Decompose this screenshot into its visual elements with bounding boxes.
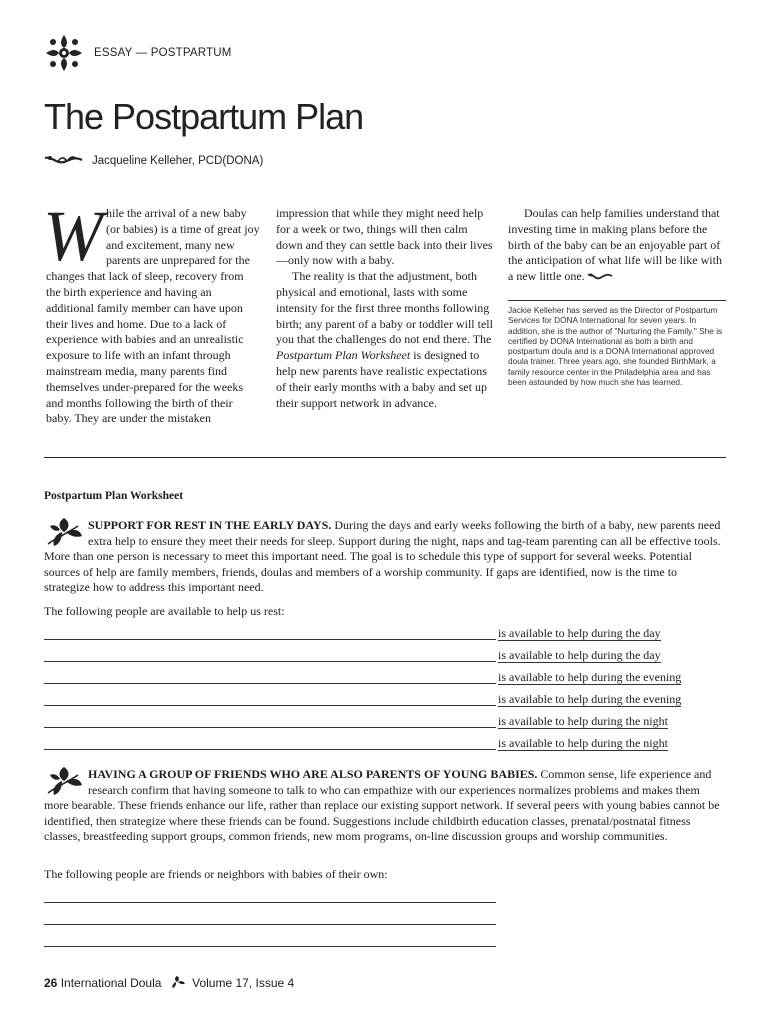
essay-column-1 [43,196,260,427]
name-entry-line[interactable] [44,749,496,750]
name-entry-line[interactable] [44,902,496,903]
section-divider [44,457,726,458]
availability-label: is available to help during the night [498,714,668,728]
name-entry-line[interactable] [44,683,496,684]
essay-text: is designed to help new parents have realistic expectations of their early months with a baby and set up their support network in advance. [276,348,487,410]
essay-column-2 [276,206,494,411]
page-number: 26 [44,976,58,990]
name-entry-line[interactable] [44,924,496,925]
author-bio: Jackie Kelleher has served as the Director of Postpartum Services for DONA International for seven years. In addition, she is the author of "Nurturing the Family." She is certified by DONA International as both a birth and postpartum doula and is a DONA International approved doula trainer. Three years ago, she founded BirthMark, a family resource center in the Philadelphia area and has been astounded by how much she has learned. [508,305,723,388]
worksheet-reference: Postpartum Plan Worksheet [276,348,411,363]
rest-heading: SUPPORT FOR REST IN THE EARLY DAYS. [88,518,332,532]
leaf-icon [44,516,84,548]
name-entry-line[interactable] [44,705,496,706]
friends-heading: HAVING A GROUP OF FRIENDS WHO ARE ALSO PARENTS OF YOUNG BABIES. [88,767,538,781]
essay-paragraph: impression that while they might need help for a week or two, things will then calm down and they can settle back into their lives—only now with a baby. [276,206,493,268]
availability-label: is available to help during the day [498,626,661,640]
name-entry-line[interactable] [44,727,496,728]
essay-text: The reality is that the adjustment, both physical and emotional, lasts with some intensity for the first three months following birth; any parent of a baby or toddler will tell you that the challenges do not end there. The [276,269,493,347]
bio-divider [508,300,726,301]
swirl-icon [44,154,84,168]
section-header [44,33,344,73]
name-entry-line[interactable] [44,639,496,640]
essay-paragraph [43,196,260,427]
essay-text: Doulas can help families understand that investing time in making plans before the birth of the baby can be an enjoyable part of the anticipation of what life will be like with a new little one. [508,206,722,284]
availability-label: is available to help during the day [498,648,661,662]
availability-label: is available to help during the night [498,736,668,750]
friends-prompt: The following people are friends or neighbors with babies of their own: [44,867,388,881]
availability-label: is available to help during the evening [498,692,682,706]
page-title: The Postpartum Plan [44,96,364,137]
rest-body: During the days and early weeks following the birth of a baby, new parents need extra help to ensure they meet their needs for sleep. Support during the night, naps and tag-team parenting can all be effective tools. More than one person is necessary to meet this important need. The goal is to schedule this type of support for several weeks. Potential sources of help are family members, friends, doulas and members of a worship community. If gaps are identified, now is the time to strategize how to address this important need. [44,518,721,594]
section-label: ESSAY — POSTPARTUM [94,47,232,59]
rest-prompt: The following people are available to help us rest: [44,604,285,618]
end-mark-icon [587,272,613,282]
leaf-icon [44,765,84,797]
leaf-icon [167,975,187,989]
friends-section [44,767,726,845]
journal-name: International Doula [60,976,162,990]
rest-support-section [44,518,726,596]
issue-label: Volume 17, Issue 4 [192,976,295,990]
essay-paragraph [508,206,726,285]
friends-body: Common sense, life experience and research confirm that having someone to talk to who can empathize with our experiences normalizes problems and makes them more bearable. These friends enhance our life, rather than replace our existing support network. If several peers with young babies cannot be identified, then strategize where these friends can be found. Suggestions include childbirth education classes, prenatal/postnatal fitness classes, breastfeeding support groups, common friends, new mom programs, on-line discussion groups and worship communities. [44,767,720,843]
essay-paragraph [276,269,494,411]
name-entry-line[interactable] [44,946,496,947]
essay-column-3 [508,206,726,285]
drop-cap: W [43,196,103,276]
name-entry-line[interactable] [44,661,496,662]
ornament-icon [44,33,84,73]
worksheet-title: Postpartum Plan Worksheet [44,490,184,502]
availability-label: is available to help during the evening [498,670,682,684]
essay-text: hile the arrival of a new baby (or babies) is a time of great joy and excitement, many new parents are unprepared for the changes that lack of sleep, recovery from the birth experience and having an additional family member can have upon their lives and home. Due to a lack of experience with babies and an unrealistic exposure to life with an infant through mainstream media, many parents find themselves under-prepared for the weeks and months following the birth of their baby. They are under the mistaken [46,206,260,426]
author-name: Jacqueline Kelleher, PCD(DONA) [92,155,264,167]
page-footer [44,975,294,990]
